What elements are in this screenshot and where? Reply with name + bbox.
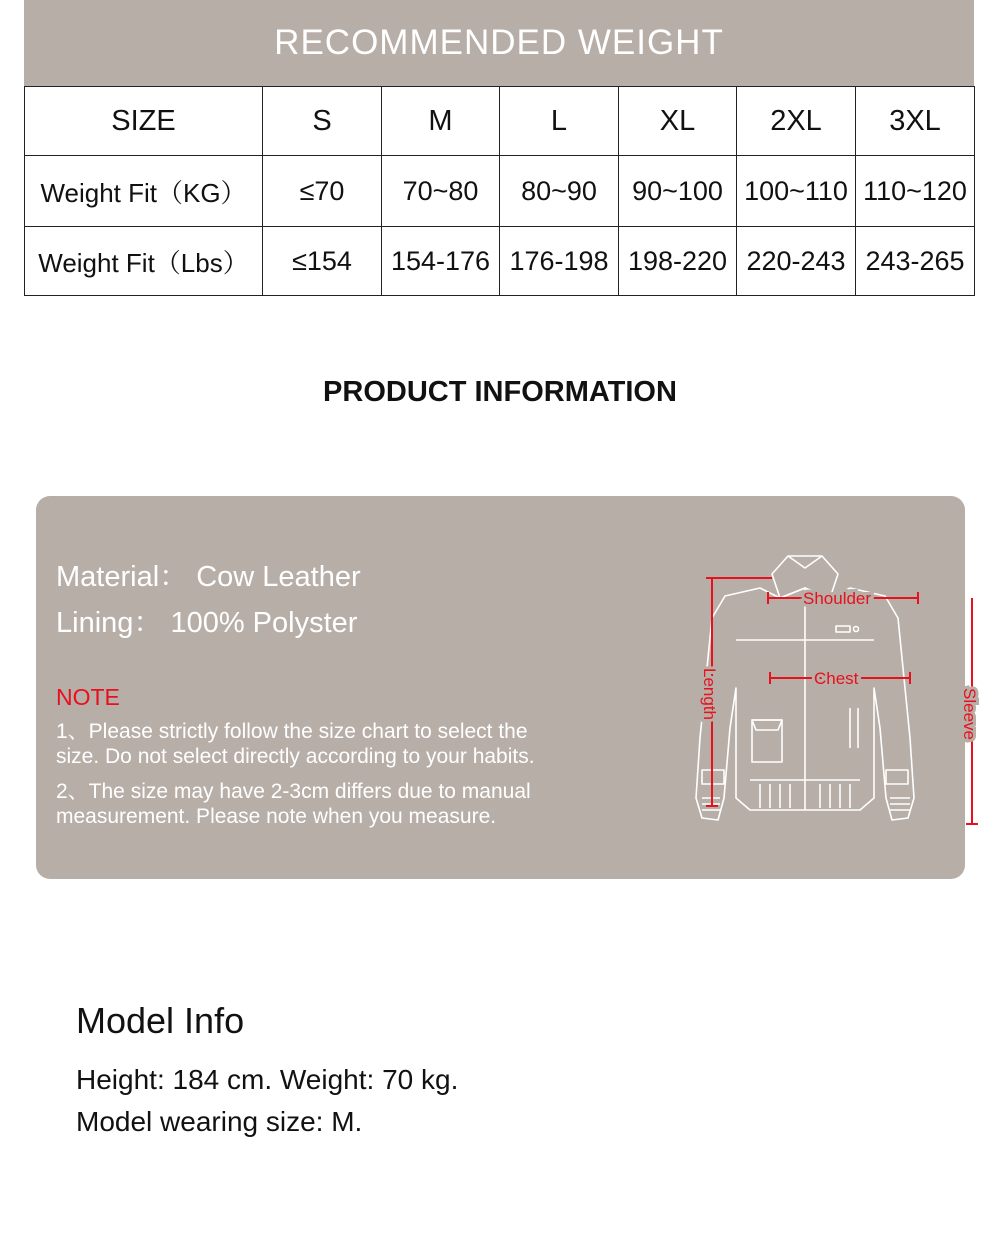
table-cell: 243-265 — [856, 227, 975, 296]
table-cell: 70~80 — [382, 156, 500, 227]
table-cell: 220-243 — [737, 227, 856, 296]
recommended-weight-banner — [24, 0, 974, 86]
lining-text: Lining： 100% Polyster — [56, 607, 358, 639]
shoulder-label: Shoulder — [803, 589, 872, 608]
table-header-cell: L — [500, 87, 619, 156]
size-weight-table — [24, 86, 975, 296]
product-info-card — [36, 496, 979, 879]
note-line: 2、The size may have 2-3cm differs due to manual — [56, 780, 531, 803]
row-label: Weight Fit（KG） — [25, 156, 263, 227]
table-header-cell: S — [263, 87, 382, 156]
note-title: NOTE — [56, 684, 120, 710]
model-info-line: Model wearing size: M. — [76, 1106, 363, 1137]
table-cell: ≤70 — [263, 156, 382, 227]
model-info-title: Model Info — [76, 1000, 245, 1041]
length-label: Length — [700, 668, 719, 720]
table-cell: 100~110 — [737, 156, 856, 227]
table-cell: 176-198 — [500, 227, 619, 296]
table-header-cell: XL — [619, 87, 737, 156]
sleeve-label: Sleeve — [960, 688, 979, 740]
material-text: Material： Cow Leather — [56, 561, 361, 593]
chest-label: Chest — [814, 669, 859, 688]
note-line: size. Do not select directly according to your habits. — [56, 745, 535, 768]
table-row — [25, 156, 975, 227]
model-info-line: Height: 184 cm. Weight: 70 kg. — [76, 1064, 459, 1095]
table-cell: 110~120 — [856, 156, 975, 227]
note-line: 1、Please strictly follow the size chart to select the — [56, 720, 528, 743]
recommended-weight-title: RECOMMENDED WEIGHT — [274, 23, 724, 62]
product-information-title: PRODUCT INFORMATION — [323, 376, 677, 408]
table-header-cell: 2XL — [737, 87, 856, 156]
table-row — [25, 227, 975, 296]
table-cell: 154-176 — [382, 227, 500, 296]
table-cell: 198-220 — [619, 227, 737, 296]
table-cell: 80~90 — [500, 156, 619, 227]
jacket-measurement-diagram — [660, 548, 979, 838]
measure-lines — [706, 578, 978, 824]
table-cell: ≤154 — [263, 227, 382, 296]
table-header-row — [25, 87, 975, 156]
table-header-cell: SIZE — [25, 87, 263, 156]
note-line: measurement. Please note when you measure. — [56, 805, 497, 828]
table-cell: 90~100 — [619, 156, 737, 227]
row-label: Weight Fit（Lbs） — [25, 227, 263, 296]
table-header-cell: M — [382, 87, 500, 156]
table-header-cell: 3XL — [856, 87, 975, 156]
